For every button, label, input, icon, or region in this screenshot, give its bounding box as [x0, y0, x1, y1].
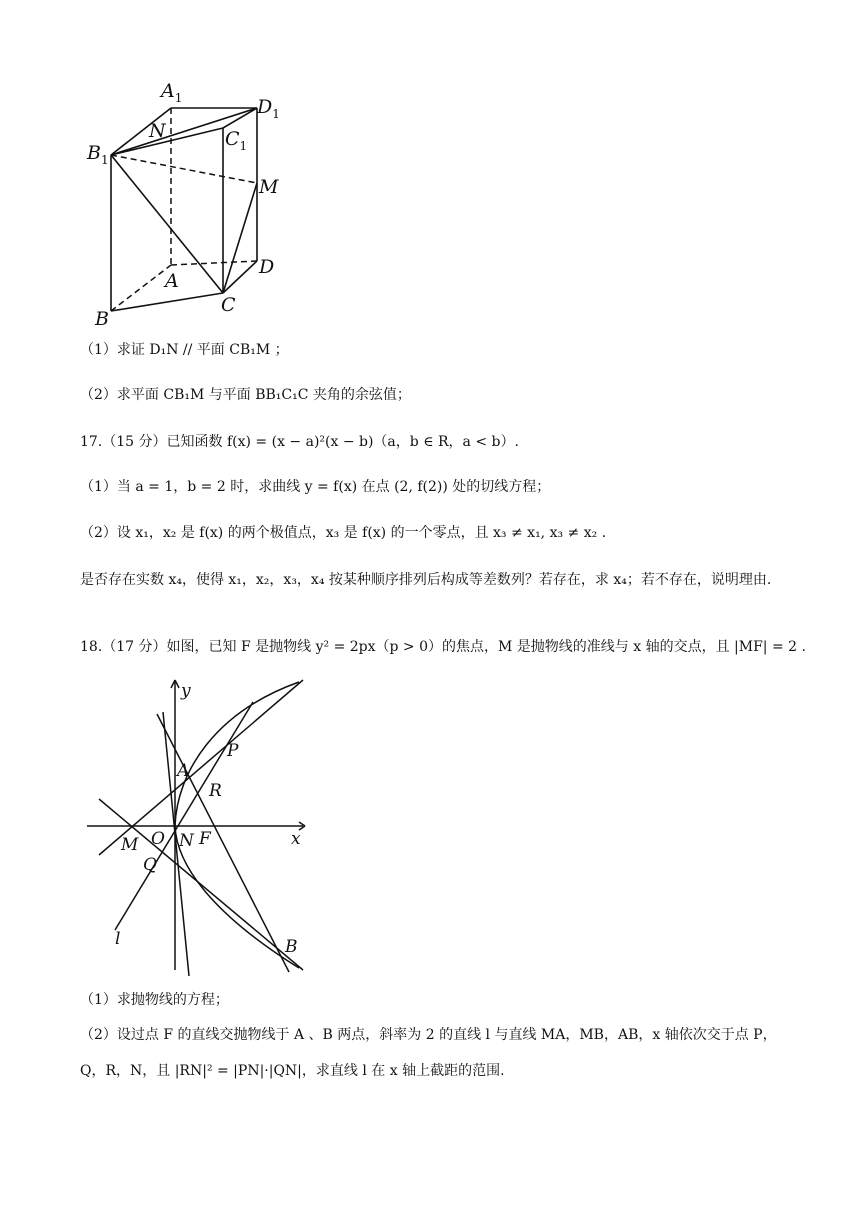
label-d: D — [259, 256, 275, 278]
q17-part1: （1）当 a = 1，b = 2 时，求曲线 y = f(x) 在点 (2, f(2)) 处的切线方程； — [80, 479, 551, 495]
label-l: l — [115, 929, 121, 949]
label-c1: $C_1$ — [225, 128, 248, 153]
parabola-diagram — [85, 672, 315, 982]
label-m: M — [121, 835, 139, 855]
label-a: A — [177, 761, 190, 781]
label-o: O — [151, 829, 165, 849]
label-q: Q — [143, 855, 157, 875]
label-b: B — [95, 308, 109, 330]
label-n: N — [149, 120, 166, 142]
q16-part1: （1）求证 D₁N // 平面 CB₁M ； — [80, 342, 289, 358]
label-y: y — [181, 681, 191, 701]
label-a1: $A_1$ — [161, 80, 183, 105]
parabola-figure — [85, 672, 315, 982]
label-r: R — [209, 781, 222, 801]
q17-part2-cont: 是否存在实数 x₄，使得 x₁，x₂，x₃，x₄ 按某种顺序排列后构成等差数列？若存在，求 x₄；若不存在，说明理由. — [80, 572, 772, 588]
label-a: A — [165, 270, 179, 292]
q16-part2: （2）求平面 CB₁M 与平面 BB₁C₁C 夹角的余弦值； — [80, 387, 411, 403]
prism-diagram — [85, 75, 295, 335]
label-m: M — [259, 176, 279, 198]
label-b1: $B_1$ — [87, 142, 109, 167]
q17-stem: 17.（15 分）已知函数 f(x) = (x − a)²(x − b)（a，b ∈ R，a < b）. — [80, 434, 519, 450]
label-x: x — [291, 829, 301, 849]
q18-part1: （1）求抛物线的方程； — [80, 992, 229, 1008]
label-c: C — [221, 294, 236, 316]
label-p: P — [227, 741, 239, 761]
prism-figure — [85, 75, 295, 335]
label-n: N — [179, 831, 194, 851]
edge-bc — [111, 293, 223, 311]
label-d1: $D_1$ — [257, 96, 280, 121]
label-b: B — [285, 937, 298, 957]
q17-part2: （2）设 x₁，x₂ 是 f(x) 的两个极值点，x₃ 是 f(x) 的一个零点，且 x₃ ≠ x₁, x₃ ≠ x₂ . — [80, 525, 607, 541]
q18-part2: （2）设过点 F 的直线交抛物线于 A 、B 两点，斜率为 2 的直线 l 与直线 MA，MB，AB，x 轴依次交于点 P，Q，R，N，且 |RN|² = |PN|·|QN|，求直线 l 在 x 轴上截距的范围. — [80, 1027, 777, 1079]
label-f: F — [199, 829, 211, 849]
q18-stem: 18.（17 分）如图，已知 F 是抛物线 y² = 2px（p > 0）的焦点，M 是抛物线的准线与 x 轴的交点，且 |MF| = 2 . — [80, 639, 806, 655]
